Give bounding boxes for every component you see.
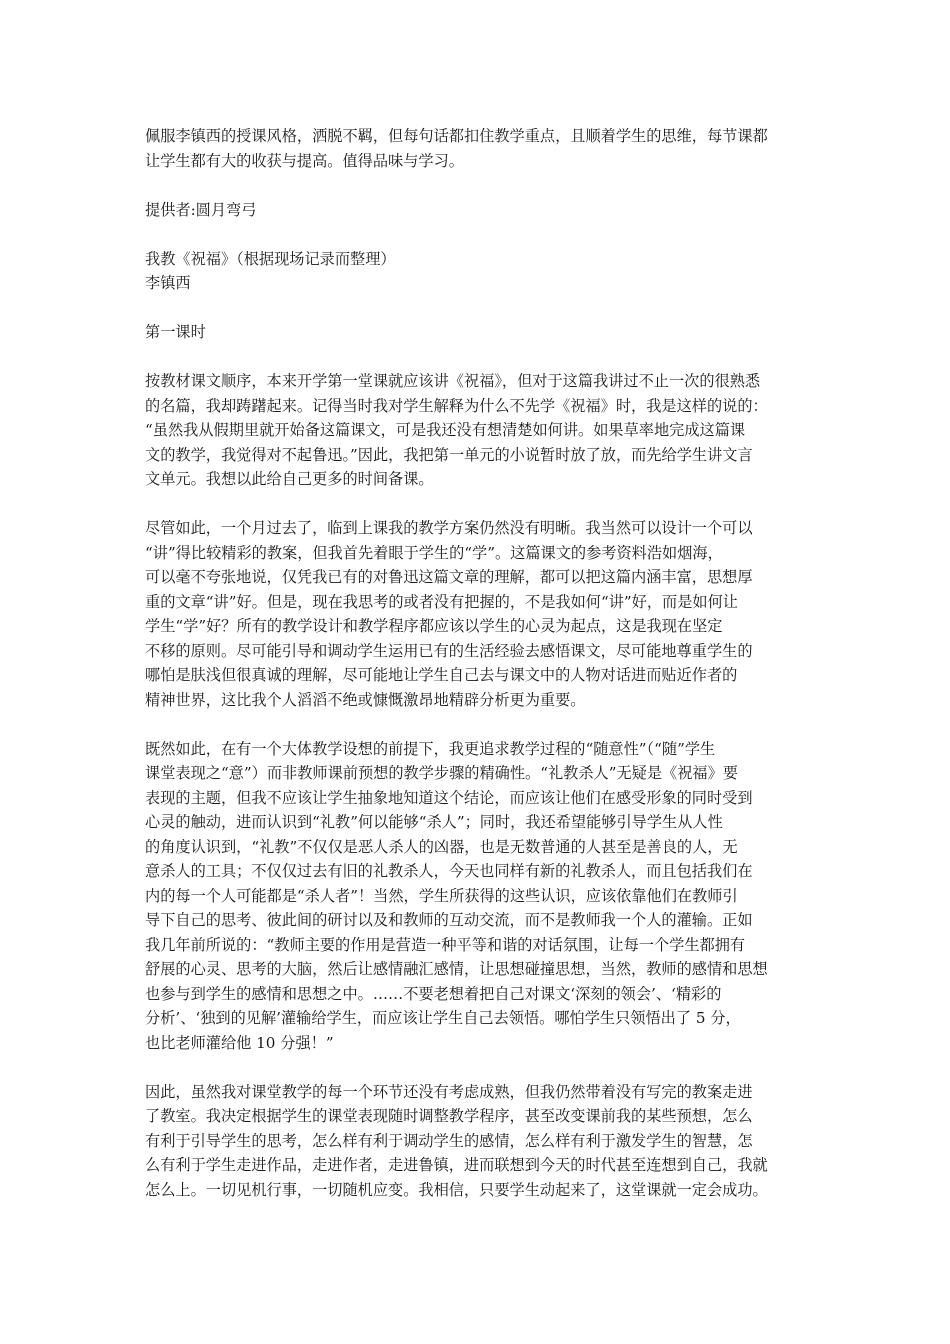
paragraph-line: 不移的原则。尽可能引导和调动学生运用已有的生活经验去感悟课文，尽可能地尊重学生的 (145, 641, 753, 660)
paragraph-line: 我几年前所说的：“教师主要的作用是营造一种平等和谐的对话氛围，让每一个学生都拥有 (145, 935, 746, 954)
paragraph-line: 学生“学”好？所有的教学设计和教学程序都应该以学生的心灵为起点，这是我现在坚定 (145, 617, 723, 635)
paragraph-line: 文的教学，我觉得对不起鲁迅。”因此，我把第一单元的小说暂时放了放，而先给学生讲文言 (145, 445, 753, 464)
paragraph-line: 的名篇，我却踌躇起来。记得当时我对学生解释为什么不先学《祝福》时，我是这样的说的： (145, 396, 768, 415)
provider-line: 提供者:圆月弯弓 (145, 200, 257, 219)
section-heading: 第一课时 (145, 323, 206, 341)
body-paragraph-1 (145, 369, 810, 492)
paragraph-line: “讲”得比较精彩的教案，但我首先着眼于学生的“学”。这篇课文的参考资料浩如烟海， (145, 543, 723, 562)
paragraph-line: 课堂表现之“意”）而非教师课前预想的教学步骤的精确性。“礼教杀人”无疑是《祝福》要 (145, 764, 738, 782)
paragraph-line: 了教室。我决定根据学生的课堂表现随时调整教学程序，甚至改变课前我的某些预想，怎么 (145, 1107, 753, 1125)
paragraph-line: 么有利于学生走进作品，走进作者，走进鲁镇，进而联想到今天的时代甚至连想到自己，我就 (145, 1156, 768, 1174)
body-paragraph-3 (145, 737, 810, 1056)
article-author: 李镇西 (145, 274, 191, 292)
body-paragraph-4 (145, 1080, 810, 1203)
paragraph-line: 的角度认识到，“礼教”不仅仅是恶人杀人的凶器，也是无数普通的人甚至是善良的人，无 (145, 837, 738, 856)
paragraph-line: 导下自己的思考、彼此间的研讨以及和教师的互动交流，而不是教师我一个人的灌输。正如 (145, 911, 753, 929)
paragraph-line: 内的每一个人可能都是“杀人者”！当然，学生所获得的这些认识，应该依靠他们在教师引 (145, 886, 738, 905)
paragraph-line: 意杀人的工具；不仅仅过去有旧的礼教杀人，今天也同样有新的礼教杀人，而且包括我们在 (145, 862, 753, 880)
paragraph-line: 重的文章“讲”好。但是，现在我思考的或者没有把握的，不是我如何“讲”好，而是如何让 (145, 592, 738, 611)
intro-line: 让学生都有大的收获与提高。值得品味与学习。 (145, 151, 464, 170)
paragraph-line: 因此，虽然我对课堂教学的每一个环节还没有考虑成熟，但我仍然带着没有写完的教案走进 (145, 1082, 753, 1101)
paragraph-line: 按教材课文顺序，本来开学第一堂课就应该讲《祝福》，但对于这篇我讲过不止一次的很熟悉 (145, 372, 761, 390)
paragraph-line: 分析’、‘独到的见解’灌输给学生，而应该让学生自己去领悟。哪怕学生只领悟出了 5 分， (145, 1009, 741, 1027)
paragraph-line: 有利于引导学生的思考，怎么样有利于调动学生的感情，怎么样有利于激发学生的智慧，怎 (145, 1131, 753, 1150)
paragraph-line: 也参与到学生的感情和思想之中。……不要老想着把自己对课文‘深刻的领会’、‘精彩的 (145, 984, 722, 1003)
paragraph-line: 可以毫不夸张地说，仅凭我已有的对鲁迅这篇文章的理解，都可以把这篇内涵丰富，思想厚 (145, 568, 753, 586)
intro-line: 佩服李镇西的授课风格，洒脱不羁，但每句话都扣住教学重点，且顺着学生的思维，每节课都 (145, 127, 768, 145)
document-page (145, 124, 810, 1227)
paragraph-line: 怎么上。一切见机行事，一切随机应变。我相信，只要学生动起来了，这堂课就一定会成功。 (145, 1180, 768, 1199)
intro-paragraph (145, 124, 810, 173)
body-paragraph-2 (145, 516, 810, 712)
paragraph-line: 表现的主题，但我不应该让学生抽象地知道这个结论，而应该让他们在感受形象的同时受到 (145, 788, 753, 807)
paragraph-line: 精神世界，这比我个人滔滔不绝或慷慨激昂地精辟分析更为重要。 (145, 690, 586, 709)
paragraph-line: 哪怕是肤浅但很真诚的理解，尽可能地让学生自己去与课文中的人物对话进而贴近作者的 (145, 666, 738, 684)
paragraph-line: 文单元。我想以此给自己更多的时间备课。 (145, 470, 434, 488)
article-header (145, 247, 810, 296)
paragraph-line: 舒展的心灵、思考的大脑，然后让感情融汇感情，让思想碰撞思想，当然，教师的感情和思想 (145, 960, 768, 978)
paragraph-line: 尽管如此，一个月过去了，临到上课我的教学方案仍然没有明晰。我当然可以设计一个可以 (145, 519, 753, 537)
paragraph-line: 心灵的触动，进而认识到“礼教”何以能够“杀人”；同时，我还希望能够引导学生从人性 (145, 813, 723, 831)
paragraph-line: 既然如此，在有一个大体教学设想的前提下，我更追求教学过程的“随意性”（“随”学生 (145, 739, 716, 758)
paragraph-line: “虽然我从假期里就开始备这篇课文，可是我还没有想清楚如何讲。如果草率地完成这篇课 (145, 421, 746, 439)
article-title: 我教《祝福》（根据现场记录而整理） (145, 249, 396, 268)
paragraph-line: 也比老师灌给他 10 分强！” (145, 1033, 334, 1052)
